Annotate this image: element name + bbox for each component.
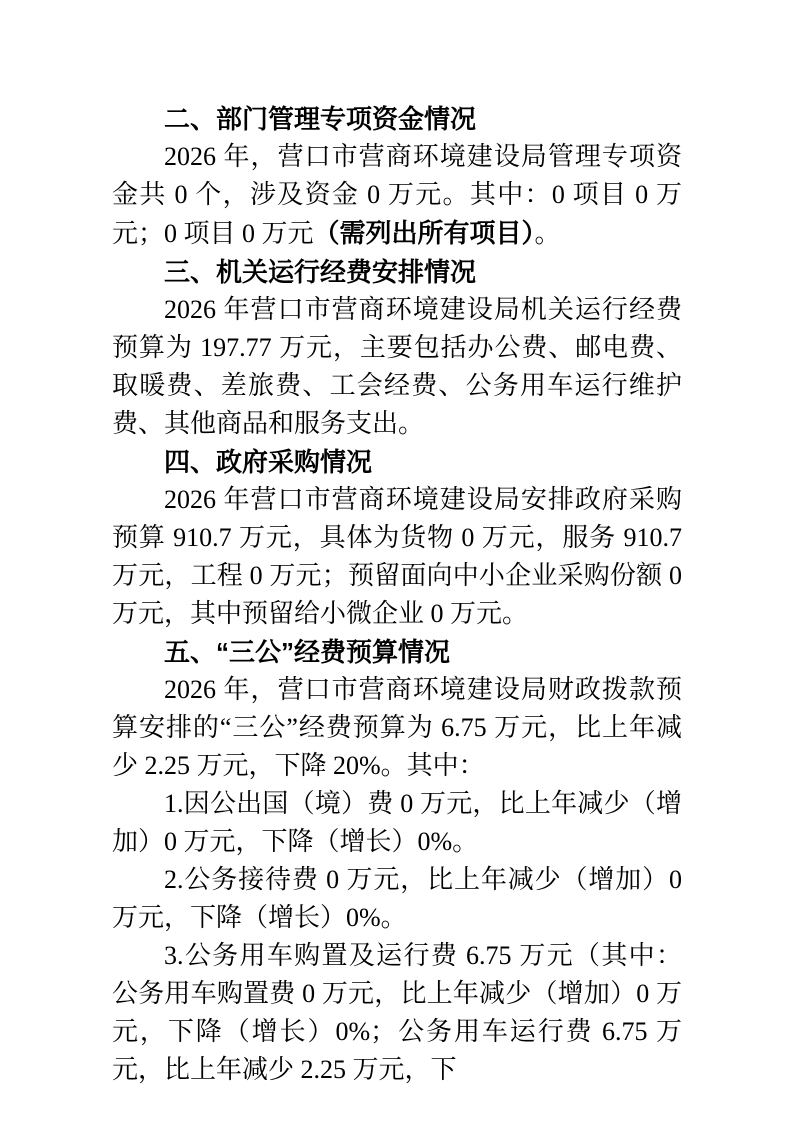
para-item-3-official-vehicles: 3.公务用车购置及运行费 6.75 万元（其中：公务用车购置费 0 万元，比上年减少（增加）0 万元，下降（增长）0%；公务用车运行费 6.75 万元，比上年减少 2.25 万元，下 — [112, 941, 682, 1084]
para-special-funds-bold-note: （需列出所有项目） — [313, 218, 535, 248]
section-heading-three-public-expenses: 五、“三公”经费预算情况 — [164, 637, 451, 667]
para-special-funds-period: 。 — [534, 219, 561, 248]
para-three-public-overview: 2026 年，营口市营商环境建设局财政拨款预算安排的“三公”经费预算为 6.75 万元，比上年减少 2.25 万元，下降 20%。其中： — [112, 675, 682, 780]
section-heading-government-procurement: 四、政府采购情况 — [164, 447, 373, 477]
section-heading-special-funds: 二、部门管理专项资金情况 — [164, 104, 477, 134]
para-item-1-overseas-trips: 1.因公出国（境）费 0 万元，比上年减少（增加）0 万元，下降（增长）0%。 — [112, 789, 682, 856]
para-government-procurement: 2026 年营口市营商环境建设局安排政府采购预算 910.7 万元，具体为货物 0 万元，服务 910.7 万元，工程 0 万元；预留面向中小企业采购份额 0 万元，其中预留给小微企业 0 万元。 — [112, 485, 682, 628]
para-special-funds — [112, 138, 682, 253]
document-content — [112, 100, 682, 1089]
para-item-2-official-reception: 2.公务接待费 0 万元，比上年减少（增加）0 万元，下降（增长）0%。 — [112, 865, 682, 932]
para-operating-expenses: 2026 年营口市营商环境建设局机关运行经费预算为 197.77 万元，主要包括办公费、邮电费、取暖费、差旅费、工会经费、公务用车运行维护费、其他商品和服务支出。 — [112, 295, 682, 438]
para-special-funds-text: 2026 年，营口市营商环境建设局管理专项资金共 0 个，涉及资金 0 万元。其中：0 项目 0 万元；0 项目 0 万元 — [112, 142, 682, 248]
section-heading-operating-expenses: 三、机关运行经费安排情况 — [164, 257, 477, 287]
